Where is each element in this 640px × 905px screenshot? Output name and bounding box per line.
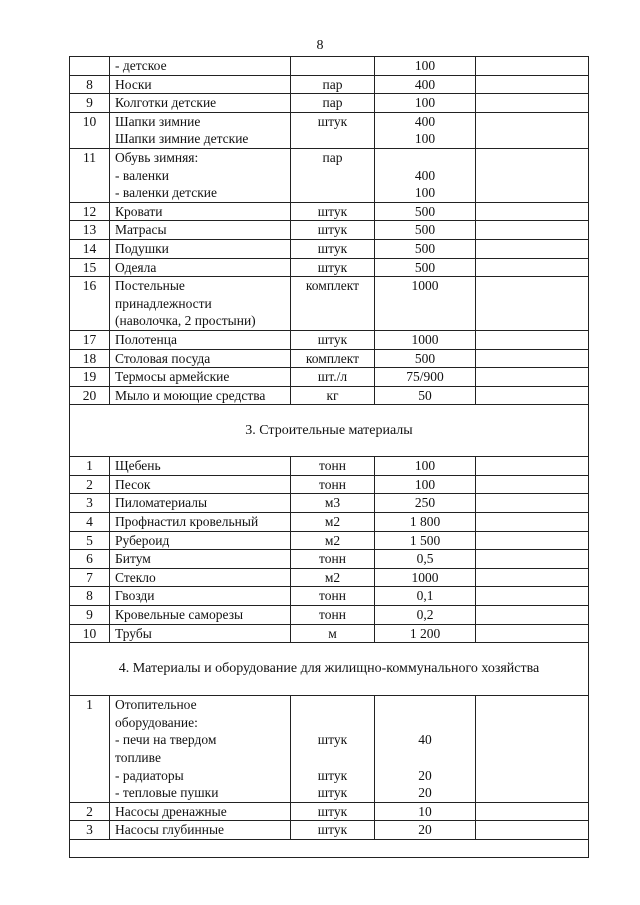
empty-cell (476, 696, 589, 803)
item-name-cell: Шапки зимние Шапки зимние детские (110, 112, 291, 148)
table-row (70, 568, 589, 587)
unit-cell: тонн (291, 457, 375, 476)
empty-cell (476, 802, 589, 821)
quantity-cell: 500 (375, 221, 476, 240)
item-name-cell: Кровати (110, 202, 291, 221)
table-row (70, 202, 589, 221)
item-name-cell: Щебень (110, 457, 291, 476)
item-name-cell: Носки (110, 75, 291, 94)
table-row (70, 368, 589, 387)
unit-cell: тонн (291, 550, 375, 569)
empty-cell (476, 821, 589, 840)
section-row (70, 643, 589, 696)
quantity-cell: 1 200 (375, 624, 476, 643)
table-row (70, 94, 589, 113)
table-row (70, 277, 589, 331)
table-row (70, 550, 589, 569)
row-number-cell: 15 (70, 258, 110, 277)
empty-cell (476, 202, 589, 221)
row-number-cell: 2 (70, 802, 110, 821)
row-number-cell: 5 (70, 531, 110, 550)
table-row (70, 221, 589, 240)
table-row (70, 513, 589, 532)
empty-cell (476, 568, 589, 587)
table-row (70, 349, 589, 368)
item-name-cell: Термосы армейские (110, 368, 291, 387)
table-row (70, 531, 589, 550)
unit-cell: м2 (291, 568, 375, 587)
empty-cell (476, 494, 589, 513)
quantity-cell: 0,1 (375, 587, 476, 606)
row-number-cell: 9 (70, 606, 110, 625)
quantity-cell: 10 (375, 802, 476, 821)
empty-cell (476, 513, 589, 532)
unit-cell: тонн (291, 606, 375, 625)
item-name-cell: Обувь зимняя: - валенки - валенки детские (110, 148, 291, 202)
table-row (70, 148, 589, 202)
row-number-cell: 13 (70, 221, 110, 240)
unit-cell: комплект (291, 349, 375, 368)
row-number-cell: 9 (70, 94, 110, 113)
empty-cell (476, 148, 589, 202)
table-row (70, 112, 589, 148)
empty-cell (476, 239, 589, 258)
table-row (70, 624, 589, 643)
empty-cell (476, 386, 589, 405)
table-row (70, 386, 589, 405)
item-name-cell: Битум (110, 550, 291, 569)
empty-cell (476, 57, 589, 76)
row-number-cell: 10 (70, 624, 110, 643)
quantity-cell: 400 100 (375, 148, 476, 202)
empty-cell (70, 839, 589, 857)
item-name-cell: Полотенца (110, 330, 291, 349)
table-row (70, 494, 589, 513)
quantity-cell: 100 (375, 475, 476, 494)
unit-cell: штук (291, 330, 375, 349)
item-name-cell: Постельные принадлежности (наволочка, 2 простыни) (110, 277, 291, 331)
quantity-cell: 1 500 (375, 531, 476, 550)
empty-cell (476, 258, 589, 277)
quantity-cell: 400 100 (375, 112, 476, 148)
row-number-cell: 14 (70, 239, 110, 258)
item-name-cell: Трубы (110, 624, 291, 643)
quantity-cell: 1000 (375, 330, 476, 349)
item-name-cell: Столовая посуда (110, 349, 291, 368)
table-body (70, 57, 589, 858)
unit-cell: комплект (291, 277, 375, 331)
unit-cell: м3 (291, 494, 375, 513)
item-name-cell: Одеяла (110, 258, 291, 277)
row-number-cell: 8 (70, 587, 110, 606)
table-row (70, 802, 589, 821)
supplies-table (69, 56, 589, 858)
item-name-cell: Подушки (110, 239, 291, 258)
quantity-cell: 100 (375, 57, 476, 76)
quantity-cell: 75/900 (375, 368, 476, 387)
row-number-cell: 3 (70, 821, 110, 840)
unit-cell: штук (291, 239, 375, 258)
item-name-cell: Мыло и моющие средства (110, 386, 291, 405)
row-number-cell: 3 (70, 494, 110, 513)
unit-cell: штук (291, 258, 375, 277)
quantity-cell: 0,2 (375, 606, 476, 625)
table-row (70, 75, 589, 94)
item-name-cell: Профнастил кровельный (110, 513, 291, 532)
quantity-cell: 20 (375, 821, 476, 840)
item-name-cell: Стекло (110, 568, 291, 587)
item-name-cell: Насосы дренажные (110, 802, 291, 821)
item-name-cell: Песок (110, 475, 291, 494)
empty-cell (476, 94, 589, 113)
row-number-cell: 6 (70, 550, 110, 569)
table-row (70, 606, 589, 625)
unit-cell: тонн (291, 475, 375, 494)
empty-cell (476, 457, 589, 476)
row-number-cell: 4 (70, 513, 110, 532)
row-number-cell: 11 (70, 148, 110, 202)
empty-cell (476, 277, 589, 331)
quantity-cell: 100 (375, 457, 476, 476)
empty-cell (476, 606, 589, 625)
row-number-cell: 20 (70, 386, 110, 405)
item-name-cell: Отопительное оборудование: - печи на твердом топливе - радиаторы - тепловые пушки (110, 696, 291, 803)
quantity-cell: 50 (375, 386, 476, 405)
table-row (70, 587, 589, 606)
empty-cell (476, 349, 589, 368)
unit-cell (291, 57, 375, 76)
unit-cell: пар (291, 75, 375, 94)
row-number-cell: 10 (70, 112, 110, 148)
empty-cell (476, 368, 589, 387)
unit-cell: штук (291, 202, 375, 221)
quantity-cell: 1 800 (375, 513, 476, 532)
quantity-cell: 1000 (375, 277, 476, 331)
row-number-cell: 1 (70, 457, 110, 476)
item-name-cell: - детское (110, 57, 291, 76)
empty-cell (476, 330, 589, 349)
table-row (70, 330, 589, 349)
unit-cell: штук штук штук (291, 696, 375, 803)
item-name-cell: Рубероид (110, 531, 291, 550)
quantity-cell: 0,5 (375, 550, 476, 569)
quantity-cell: 500 (375, 239, 476, 258)
unit-cell: пар (291, 148, 375, 202)
quantity-cell: 1000 (375, 568, 476, 587)
item-name-cell: Кровельные саморезы (110, 606, 291, 625)
empty-cell (476, 75, 589, 94)
item-name-cell: Пиломатериалы (110, 494, 291, 513)
page-number: 8 (316, 38, 324, 53)
unit-cell: штук (291, 112, 375, 148)
row-number-cell: 12 (70, 202, 110, 221)
row-number-cell: 18 (70, 349, 110, 368)
row-number-cell: 17 (70, 330, 110, 349)
empty-row (70, 839, 589, 857)
empty-cell (476, 531, 589, 550)
unit-cell: тонн (291, 587, 375, 606)
quantity-cell: 40 20 20 (375, 696, 476, 803)
unit-cell: штук (291, 221, 375, 240)
row-number-cell: 1 (70, 696, 110, 803)
unit-cell: м2 (291, 513, 375, 532)
quantity-cell: 500 (375, 202, 476, 221)
empty-cell (476, 587, 589, 606)
row-number-cell: 8 (70, 75, 110, 94)
section-heading: 3. Строительные материалы (70, 405, 589, 457)
table-row (70, 258, 589, 277)
table-row (70, 696, 589, 803)
empty-cell (476, 475, 589, 494)
row-number-cell: 2 (70, 475, 110, 494)
unit-cell: штук (291, 821, 375, 840)
quantity-cell: 500 (375, 258, 476, 277)
row-number-cell: 16 (70, 277, 110, 331)
quantity-cell: 400 (375, 75, 476, 94)
table-row (70, 57, 589, 76)
section-heading: 4. Материалы и оборудование для жилищно-коммунального хозяйства (70, 643, 589, 696)
item-name-cell: Матрасы (110, 221, 291, 240)
unit-cell: м2 (291, 531, 375, 550)
quantity-cell: 500 (375, 349, 476, 368)
table-row (70, 821, 589, 840)
empty-cell (476, 112, 589, 148)
table-row (70, 457, 589, 476)
table-row (70, 475, 589, 494)
unit-cell: кг (291, 386, 375, 405)
quantity-cell: 100 (375, 94, 476, 113)
unit-cell: м (291, 624, 375, 643)
section-row (70, 405, 589, 457)
unit-cell: пар (291, 94, 375, 113)
quantity-cell: 250 (375, 494, 476, 513)
item-name-cell: Насосы глубинные (110, 821, 291, 840)
empty-cell (476, 550, 589, 569)
empty-cell (476, 624, 589, 643)
unit-cell: шт./л (291, 368, 375, 387)
row-number-cell: 7 (70, 568, 110, 587)
row-number-cell: 19 (70, 368, 110, 387)
item-name-cell: Колготки детские (110, 94, 291, 113)
table-row (70, 239, 589, 258)
row-number-cell (70, 57, 110, 76)
unit-cell: штук (291, 802, 375, 821)
empty-cell (476, 221, 589, 240)
item-name-cell: Гвозди (110, 587, 291, 606)
